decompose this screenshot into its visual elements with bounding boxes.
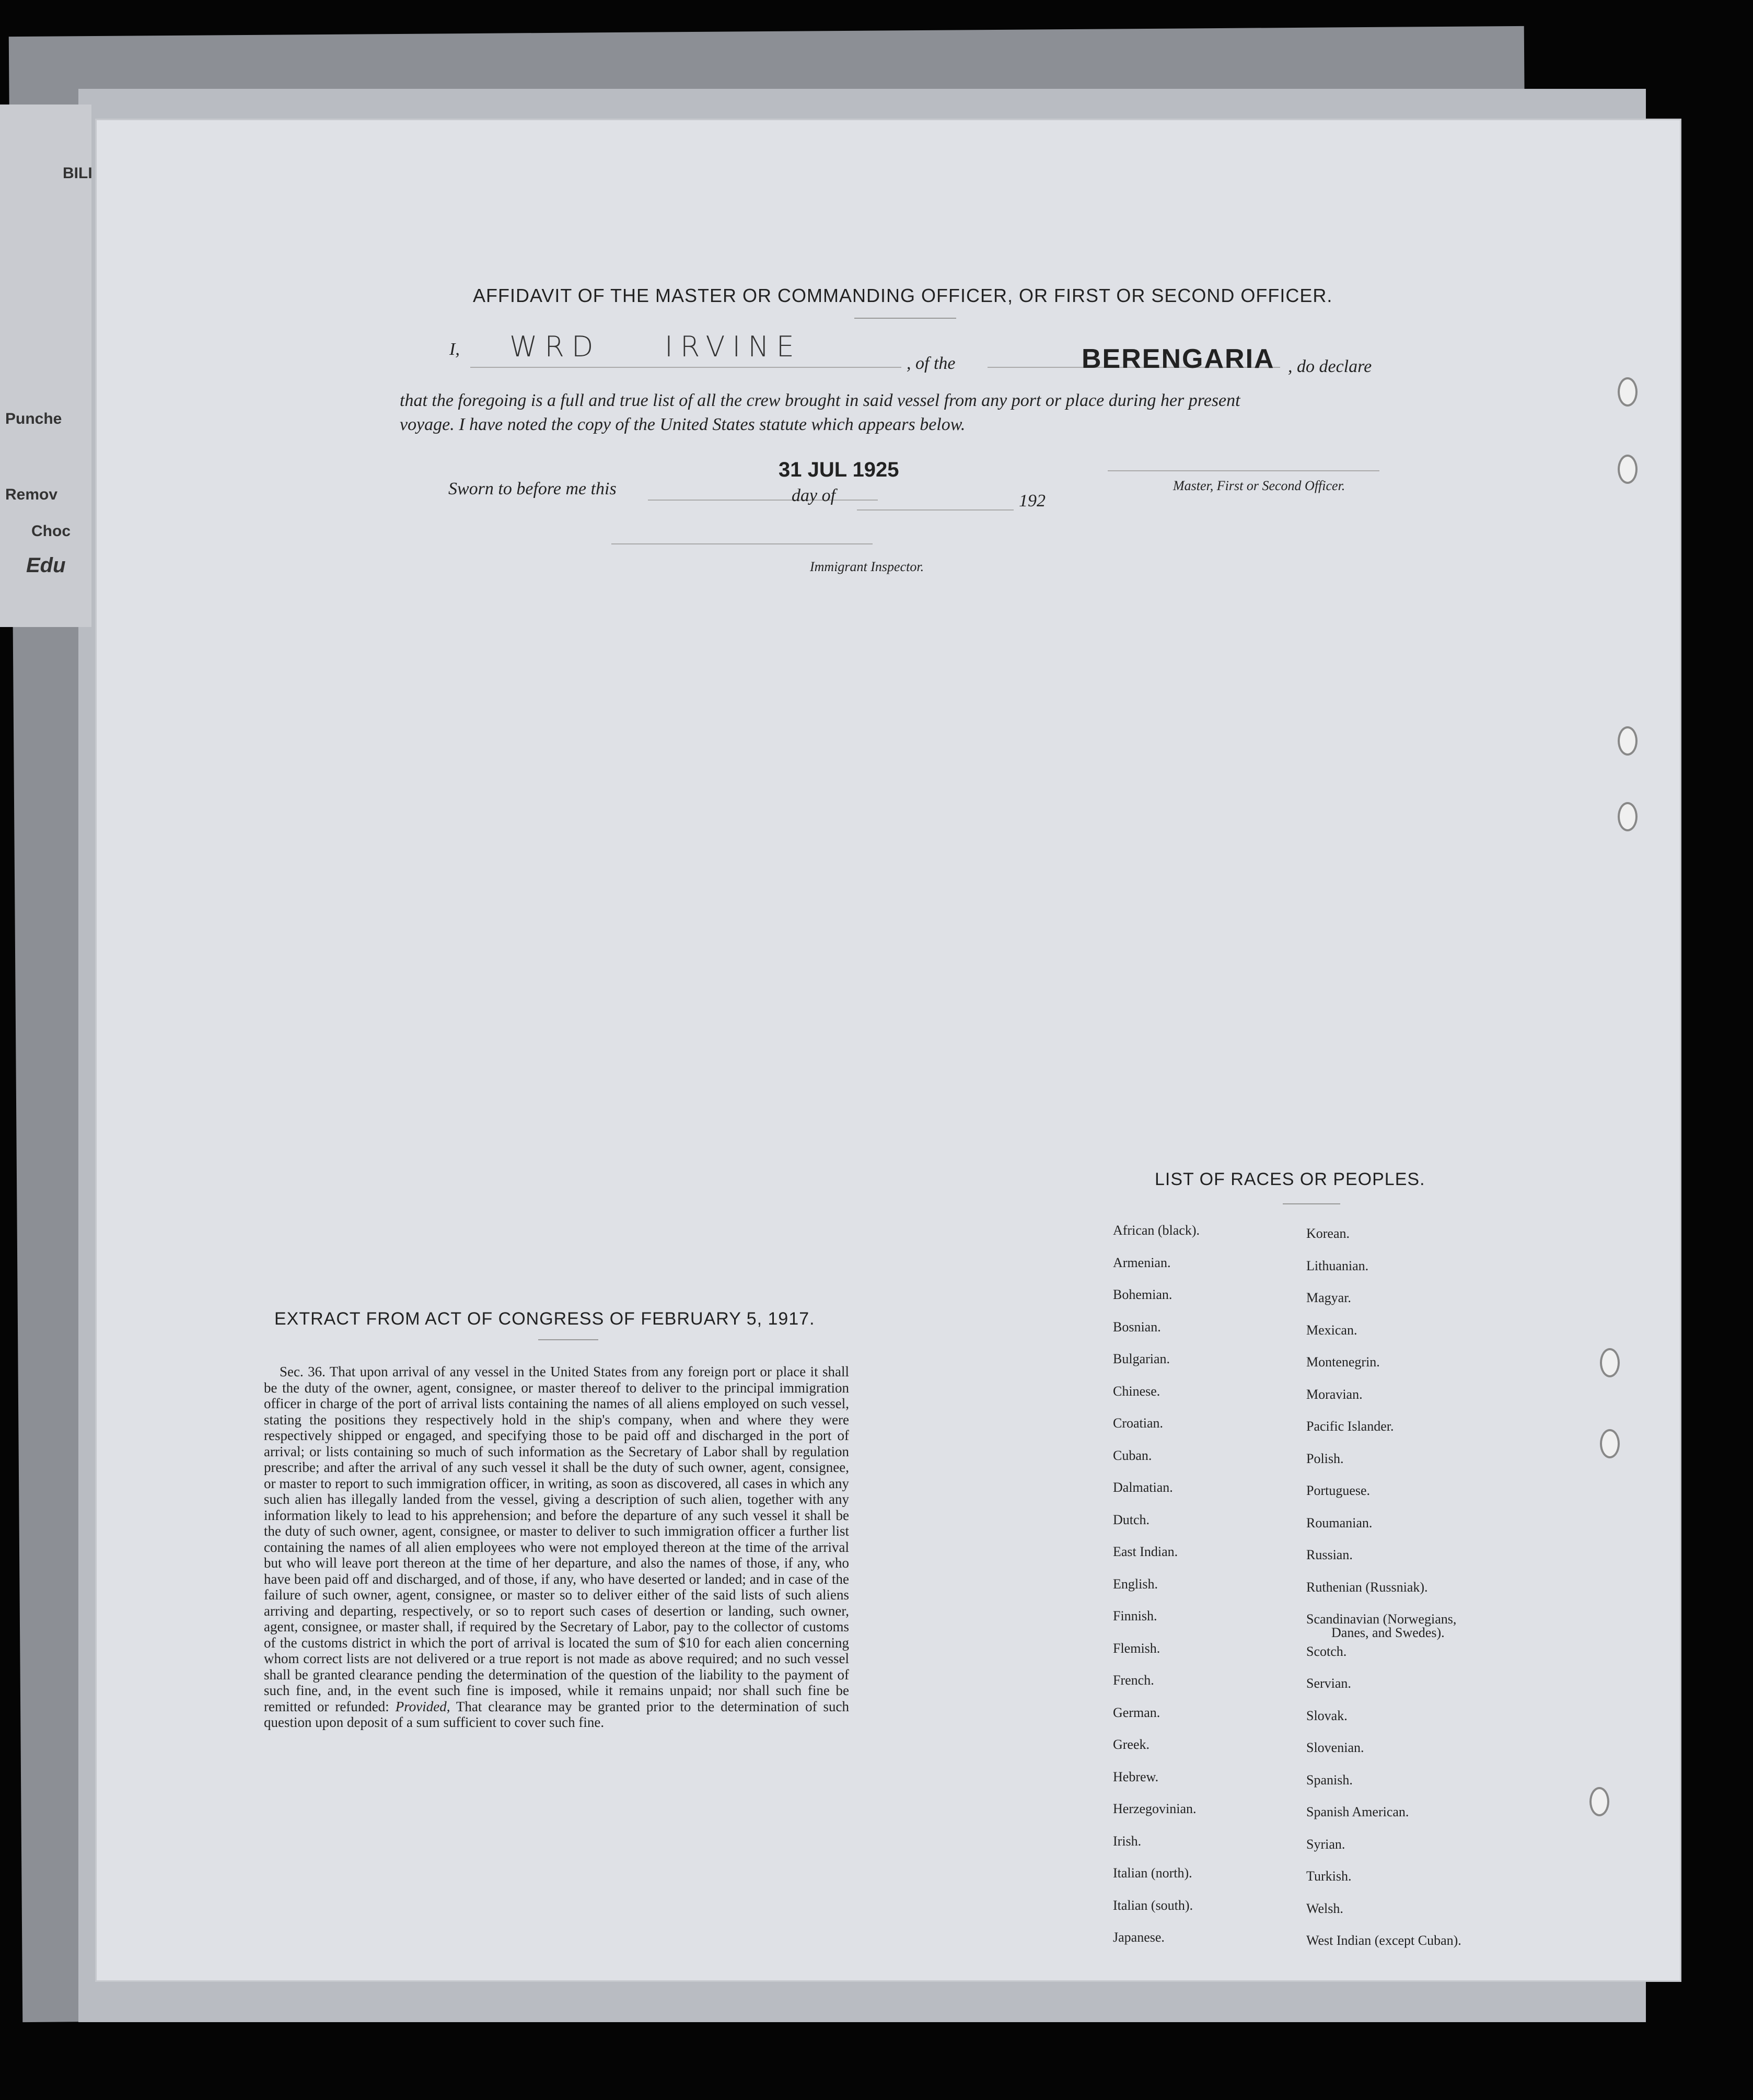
statute-body-2: That clearance may be granted prior to the determination of such question upon deposit of a sum sufficient to cover such fine. (264, 1698, 849, 1730)
punch-hole (1589, 1787, 1609, 1816)
races-right-column (1306, 1227, 1461, 1966)
race-item: Magyar. (1306, 1290, 1351, 1305)
race-item: Greek. (1113, 1737, 1150, 1752)
races-heading: LIST OF RACES OR PEOPLES. (1155, 1169, 1425, 1189)
race-item: English. (1113, 1576, 1158, 1592)
day-of-label: day of (792, 486, 836, 505)
race-item: Italian (north). (1113, 1865, 1192, 1881)
race-item: Servian. (1306, 1676, 1351, 1691)
race-item: Irish. (1113, 1833, 1142, 1849)
affidavit-line-2: that the foregoing is a full and true list of all the crew brought in said vessel from any port or place during her present (400, 391, 1240, 410)
race-item-line: Scandinavian (Norwegians, (1306, 1611, 1457, 1627)
name-underline (470, 367, 901, 368)
race-item: West Indian (except Cuban). (1306, 1933, 1461, 1948)
race-item: Armenian. (1113, 1255, 1171, 1270)
races-rule (1283, 1203, 1340, 1204)
sworn-label: Sworn to before me this (448, 479, 617, 498)
race-item: Pacific Islander. (1306, 1419, 1394, 1434)
of-the-text: , of the (907, 354, 956, 373)
strip-fragment: Remov (5, 486, 58, 503)
affidavit-line-3: voyage. I have noted the copy of the United States statute which appears below. (400, 415, 966, 434)
month-line (857, 509, 1014, 511)
race-item: African (black). (1113, 1223, 1200, 1238)
race-item: Chinese. (1113, 1383, 1160, 1399)
extract-heading: EXTRACT FROM ACT OF CONGRESS OF FEBRUARY 5, 1917. (274, 1309, 815, 1329)
vessel-name-stamp: BERENGARIA (1082, 344, 1275, 374)
strip-fragment: BILI (63, 165, 92, 182)
heading-rule (854, 318, 956, 319)
adjacent-page-strip (0, 105, 91, 627)
race-item: Bosnian. (1113, 1319, 1161, 1335)
officer-name-last: IRVINE (665, 330, 802, 363)
year-prefix: 192 (1019, 491, 1046, 511)
race-item: Spanish. (1306, 1772, 1353, 1788)
race-item: Syrian. (1306, 1836, 1345, 1852)
race-item: Spanish American. (1306, 1804, 1409, 1819)
master-label: Master, First or Second Officer. (1173, 478, 1345, 493)
punch-hole (1618, 802, 1638, 831)
race-item: Croatian. (1113, 1416, 1164, 1431)
punch-hole (1618, 377, 1638, 407)
statute-section: Sec. 36. (280, 1364, 326, 1379)
date-stamp: 31 JUL 1925 (779, 458, 899, 481)
race-item: Bulgarian. (1113, 1351, 1170, 1366)
statute-provided: Provided, (395, 1698, 450, 1714)
race-item: Polish. (1306, 1451, 1344, 1466)
punch-hole (1618, 455, 1638, 484)
race-item: Mexican. (1306, 1322, 1357, 1338)
race-item: Dalmatian. (1113, 1480, 1173, 1495)
race-item: French. (1113, 1673, 1154, 1688)
races-left-column (1113, 1224, 1200, 1963)
race-item: Slovenian. (1306, 1740, 1364, 1755)
race-item: Ruthenian (Russniak). (1306, 1579, 1428, 1595)
race-item: Russian. (1306, 1547, 1353, 1562)
race-item: Flemish. (1113, 1640, 1160, 1656)
do-declare-text: , do declare (1288, 357, 1372, 376)
extract-rule (538, 1339, 598, 1340)
statute-body-1: That upon arrival of any vessel in the United States from any foreign port or place it shall be the duty of the owner, agent, consignee, or master thereof to deliver to the principal immigration officer in charge of the port of arrival lists containing the names of all aliens employed on such vessel, stating the positions they respectively hold in the ship's company, when and where they were respectively shipped or engaged, and specifying those to be paid off and discharged in the port of arrival; or lists containing so much of such information as the Secretary of Labor shall by regulation prescribe; and after the arrival of any such vessel it shall be the duty of such owner, agent, consignee, or master to report to such immigration officer, in writing, as soon as discovered, all cases in which any such alien has illegally landed from the vessel, giving a description of such alien, together with any information likely to lead to his apprehension; and before the departure of any such vessel it shall be the duty of such owner, agent, consignee, or master to deliver to such immigration officer a further list containing the names of all alien employees who were not employed thereon at the time of the arrival but who will leave port thereon at the time of her departure, and also the names of those, if any, who have been paid off and discharged, and of those, if any, who have deserted or landed; and in case of the failure of such owner, agent, consignee, or master so to deliver either of the said lists of such aliens arriving and departing, respectively, or so to report such cases of desertion or landing, such owner, agent, consignee, or master shall, if required by the Secretary of Labor, pay to the collector of customs of the customs district in which the port of arrival is located the sum of $10 for each alien concerning whom correct lists are not delivered or a true report is not made as above required; and no such vessel shall be granted clearance pending the determination of the question of the liability to the payment of such fine, and, in the event such fine is imposed, while it remains unpaid; nor shall such fine be remitted or refunded: (264, 1364, 850, 1714)
race-item: Dutch. (1113, 1512, 1150, 1527)
race-item: Lithuanian. (1306, 1258, 1369, 1273)
race-item: Roumanian. (1306, 1515, 1373, 1530)
punch-hole (1618, 726, 1638, 756)
race-item: Bohemian. (1113, 1287, 1172, 1302)
inspector-signature-line (611, 543, 873, 544)
strip-fragment: Edu (26, 554, 66, 577)
race-item: Moravian. (1306, 1386, 1363, 1402)
race-item-continuation: Danes, and Swedes). (1331, 1625, 1445, 1640)
affidavit-prefix: I, (449, 340, 460, 359)
race-item: Welsh. (1306, 1900, 1343, 1916)
statute-text (264, 1364, 849, 1731)
race-item: Italian (south). (1113, 1897, 1193, 1913)
race-item: German. (1113, 1704, 1160, 1720)
race-item: Slovak. (1306, 1708, 1348, 1723)
punch-hole (1600, 1348, 1620, 1377)
race-item: Japanese. (1113, 1930, 1165, 1945)
master-signature-line (1108, 470, 1379, 471)
race-item: Korean. (1306, 1226, 1350, 1241)
race-item: Cuban. (1113, 1447, 1152, 1463)
race-item: Turkish. (1306, 1869, 1352, 1884)
race-item: East Indian. (1113, 1544, 1178, 1559)
officer-name-first: WRD (509, 330, 601, 363)
sworn-day-line (648, 500, 878, 501)
race-item: Portuguese. (1306, 1483, 1371, 1498)
race-item: Montenegrin. (1306, 1354, 1380, 1370)
punch-hole (1600, 1429, 1620, 1458)
strip-fragment: Punche (5, 410, 62, 427)
race-item: Herzegovinian. (1113, 1801, 1197, 1816)
race-item: Hebrew. (1113, 1769, 1159, 1784)
race-item: Finnish. (1113, 1608, 1157, 1623)
race-item (1306, 1612, 1461, 1645)
inspector-label: Immigrant Inspector. (810, 559, 924, 574)
race-item: Scotch. (1306, 1643, 1347, 1659)
affidavit-heading: AFFIDAVIT OF THE MASTER OR COMMANDING OFFICER, OR FIRST OR SECOND OFFICER. (473, 285, 1333, 306)
strip-fragment: Choc (31, 523, 71, 540)
